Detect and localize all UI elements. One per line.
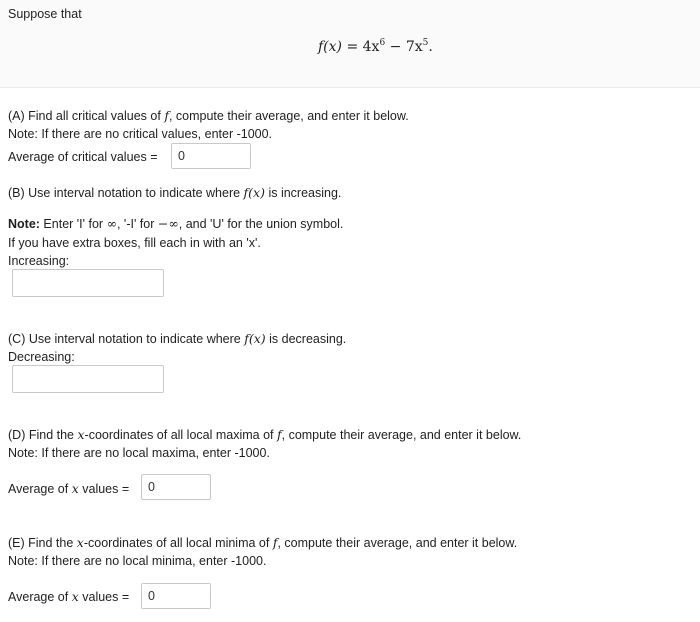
part-b-extra-boxes-note: If you have extra boxes, fill each in with an 'x'. — [8, 236, 261, 250]
part-d-note: Note: If there are no local maxima, enter -1000. — [8, 446, 270, 460]
part-e-label — [8, 589, 129, 605]
part-e-label-pre: Average of — [8, 590, 72, 604]
part-a-f: f — [164, 108, 169, 123]
part-d-label-pre: Average of — [8, 482, 72, 496]
formula-period: . — [428, 39, 433, 55]
part-d-label-x: x — [71, 481, 79, 496]
part-d-text: (D) Find the — [8, 428, 78, 442]
part-b-text: (B) Use interval notation to indicate where — [8, 186, 244, 200]
part-b-fx: f(x) — [243, 185, 265, 200]
part-d-text-mid: -coordinates of all local maxima of — [84, 428, 277, 442]
part-e-text: (E) Find the — [8, 536, 77, 550]
part-a-text-end: , compute their average, and enter it below. — [168, 109, 409, 123]
part-e-question — [8, 535, 517, 551]
part-a-note: Note: If there are no critical values, enter -1000. — [8, 127, 273, 141]
part-b-question — [8, 185, 341, 201]
part-b-note-2: , '-I' for — [116, 217, 158, 231]
part-e-text-mid: -coordinates of all local minima of — [83, 536, 273, 550]
part-b-label: Increasing: — [8, 254, 70, 268]
part-b-note — [8, 216, 343, 232]
part-b-note-bold: Note: — [8, 217, 40, 231]
part-d-text-end: , compute their average, and enter it below. — [281, 428, 522, 442]
formula-exp2: 5 — [422, 38, 429, 48]
formula-term1: = 4x — [342, 39, 380, 55]
part-d-x: x — [77, 427, 85, 442]
intro-text: Suppose that — [8, 7, 82, 21]
part-d-label — [8, 481, 129, 497]
function-formula — [318, 38, 433, 55]
part-e-note: Note: If there are no local minima, enter -1000. — [8, 554, 267, 568]
part-b-note-3: , and 'U' for the union symbol. — [178, 217, 344, 231]
part-c-text: (C) Use interval notation to indicate where — [8, 332, 245, 346]
part-c-label: Decreasing: — [8, 350, 75, 364]
part-e-text-end: , compute their average, and enter it below. — [277, 536, 518, 550]
part-a-text: (A) Find all critical values of — [8, 109, 165, 123]
part-a-label: Average of critical values = — [8, 150, 158, 164]
negative-infinity-symbol: −∞ — [157, 216, 179, 231]
local-maxima-average-input[interactable]: 0 — [141, 474, 211, 500]
decreasing-interval-input[interactable] — [12, 365, 164, 393]
part-d-question — [8, 427, 521, 443]
part-d-f: f — [276, 427, 282, 442]
part-b-note-1: Enter 'I' for — [39, 217, 107, 231]
part-e-x: x — [76, 535, 84, 550]
part-c-fx: f(x) — [244, 331, 266, 346]
increasing-interval-input[interactable] — [12, 269, 164, 297]
local-minima-average-input[interactable]: 0 — [141, 583, 211, 609]
part-c-text-end: is decreasing. — [265, 332, 347, 346]
formula-term2: − 7x — [385, 39, 423, 55]
formula-exp1: 6 — [379, 38, 386, 48]
part-d-label-post: values = — [78, 482, 130, 496]
formula-fx: f(x) — [318, 39, 343, 55]
part-e-label-x: x — [71, 589, 79, 604]
part-e-label-post: values = — [78, 590, 130, 604]
part-a-question — [8, 108, 409, 124]
infinity-symbol: ∞ — [106, 216, 117, 231]
part-c-question — [8, 331, 346, 347]
part-b-text-end: is increasing. — [264, 186, 342, 200]
part-e-f: f — [272, 535, 278, 550]
critical-values-average-input[interactable]: 0 — [171, 143, 251, 169]
